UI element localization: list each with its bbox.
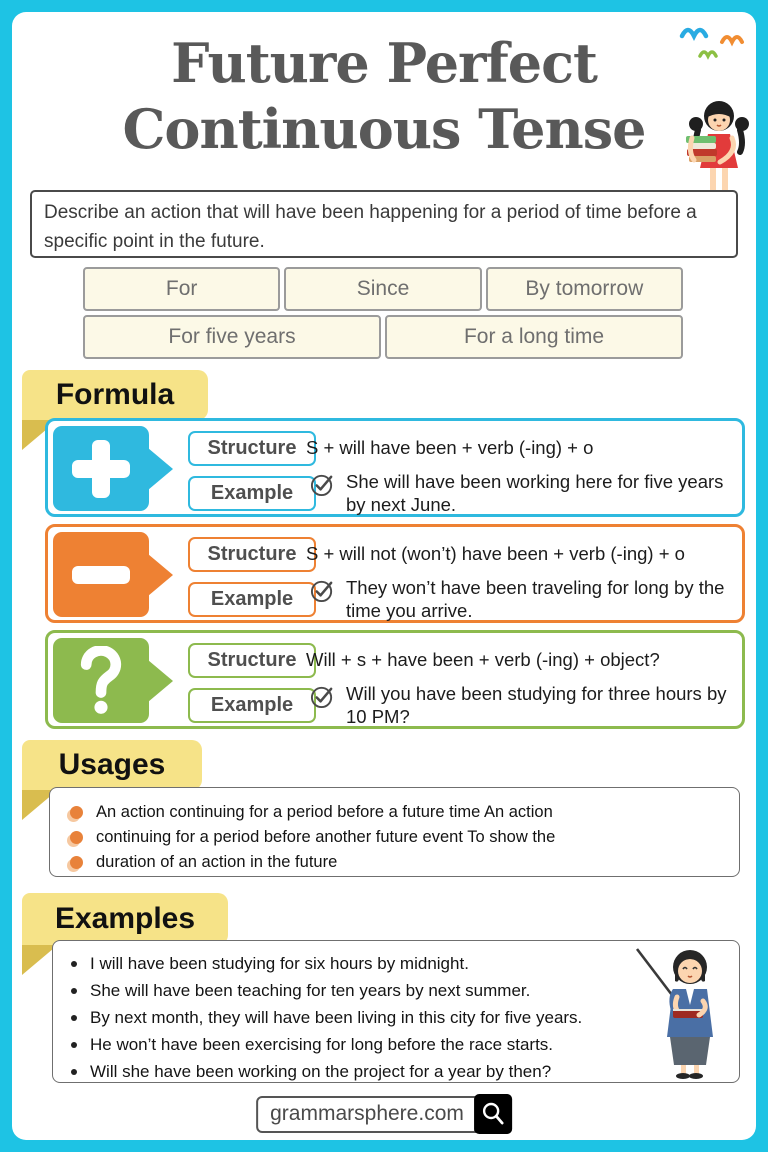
bullet-icon bbox=[70, 806, 83, 819]
bullet-icon bbox=[70, 856, 83, 869]
examples-heading bbox=[22, 893, 228, 945]
structure-text: S + will have been + verb (-ing) + o bbox=[306, 437, 594, 458]
signal-word-cell: Since bbox=[284, 267, 481, 311]
check-circle-icon bbox=[310, 578, 335, 603]
chevron-right-icon bbox=[148, 448, 173, 490]
bullet-icon bbox=[71, 961, 77, 967]
brand-name: grammarsphere.com bbox=[256, 1096, 476, 1133]
example-text: She will have been working here for five years by next June. bbox=[346, 471, 724, 515]
check-circle-icon bbox=[310, 684, 335, 709]
signal-word-cell: For bbox=[83, 267, 280, 311]
structure-label: Structure bbox=[188, 431, 316, 466]
definition-text: Describe an action that will have been happening for a period of time before a specific point in the future. bbox=[44, 202, 697, 252]
signal-word-cell: For a long time bbox=[385, 315, 683, 359]
usage-text: continuing for a period before another future event To show the bbox=[96, 828, 556, 846]
bullet-icon bbox=[71, 1015, 77, 1021]
formula-row-negative bbox=[45, 524, 745, 623]
minus-icon bbox=[53, 532, 149, 617]
chevron-right-icon bbox=[148, 660, 173, 702]
example-item bbox=[71, 950, 727, 977]
signal-words-row bbox=[83, 267, 683, 311]
example-item bbox=[71, 977, 727, 1004]
signal-words-table bbox=[83, 267, 683, 359]
structure-text: S + will not (won’t) have been + verb (-ing) + o bbox=[306, 543, 685, 564]
example-block bbox=[310, 577, 740, 622]
plus-icon bbox=[53, 426, 149, 511]
chevron-right-icon bbox=[148, 554, 173, 596]
example-sentence: By next month, they will have been living in this city for five years. bbox=[90, 1007, 583, 1027]
example-label: Example bbox=[188, 582, 316, 617]
example-label: Example bbox=[188, 688, 316, 723]
check-circle-icon bbox=[310, 472, 335, 497]
usages-box bbox=[49, 787, 740, 877]
definition-box bbox=[30, 190, 738, 258]
example-item bbox=[71, 1004, 727, 1031]
example-sentence: She will have been teaching for ten years by next summer. bbox=[90, 980, 531, 1000]
bullet-icon bbox=[71, 1042, 77, 1048]
structure-label: Structure bbox=[188, 537, 316, 572]
title-line-1: Future Perfect bbox=[171, 31, 597, 95]
example-sentence: He won’t have been exercising for long before the race starts. bbox=[90, 1034, 554, 1054]
example-label: Example bbox=[188, 476, 316, 511]
magnifier-icon bbox=[474, 1094, 512, 1134]
usage-item bbox=[70, 825, 725, 850]
formula-row-affirmative bbox=[45, 418, 745, 517]
teacher-illustration bbox=[633, 945, 733, 1084]
examples-box bbox=[52, 940, 740, 1083]
question-icon bbox=[53, 638, 149, 723]
page-title bbox=[12, 30, 756, 162]
example-sentence: Will she have been working on the project for a year by then? bbox=[90, 1061, 552, 1081]
examples-heading-label: Examples bbox=[54, 902, 196, 935]
formula-row-interrogative bbox=[45, 630, 745, 729]
formula-heading-label: Formula bbox=[55, 378, 175, 411]
example-text: They won’t have been traveling for long by the time you arrive. bbox=[346, 577, 725, 621]
example-block bbox=[310, 683, 740, 728]
usage-item bbox=[70, 800, 725, 825]
example-sentence: I will have been studying for six hours by midnight. bbox=[90, 953, 469, 973]
signal-word-cell: By tomorrow bbox=[486, 267, 683, 311]
birds-icon bbox=[674, 20, 746, 69]
bullet-icon bbox=[70, 831, 83, 844]
usage-item bbox=[70, 850, 725, 875]
usages-heading-label: Usages bbox=[58, 748, 166, 781]
example-item bbox=[71, 1031, 727, 1058]
bullet-icon bbox=[71, 988, 77, 994]
formula-heading bbox=[22, 370, 208, 420]
structure-text: Will + s + have been + verb (-ing) + object? bbox=[306, 649, 660, 670]
example-block bbox=[310, 471, 740, 516]
usage-text: An action continuing for a period before a future time An action bbox=[96, 803, 553, 821]
usage-text: duration of an action in the future bbox=[96, 853, 338, 871]
footer-brand bbox=[256, 1094, 512, 1134]
example-item bbox=[71, 1058, 727, 1085]
signal-words-row bbox=[83, 315, 683, 359]
example-text: Will you have been studying for three hours by 10 PM? bbox=[346, 683, 727, 727]
usages-heading bbox=[22, 740, 202, 790]
bullet-icon bbox=[71, 1069, 77, 1075]
title-line-2: Continuous Tense bbox=[122, 97, 646, 161]
poster-card bbox=[12, 12, 756, 1140]
signal-word-cell: For five years bbox=[83, 315, 381, 359]
structure-label: Structure bbox=[188, 643, 316, 678]
